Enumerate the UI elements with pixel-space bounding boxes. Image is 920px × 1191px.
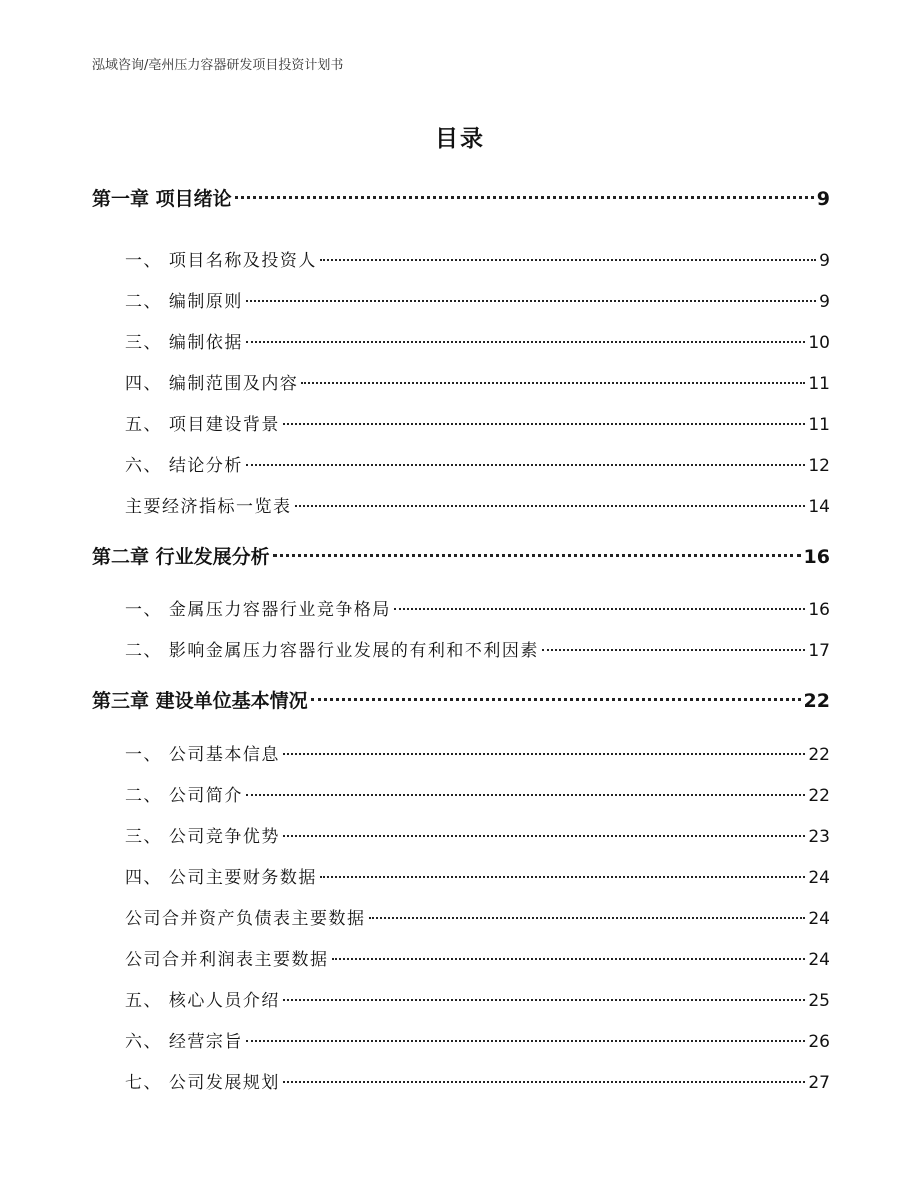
toc-entry-text: 三、 编制依据 xyxy=(125,333,243,353)
toc-entry-text: 公司合并利润表主要数据 xyxy=(125,950,329,970)
toc-entry[interactable] xyxy=(92,822,830,847)
toc-entry-text: 六、 经营宗旨 xyxy=(125,1032,243,1052)
toc-leader xyxy=(246,1040,805,1042)
toc-entry-text: 二、 公司简介 xyxy=(125,786,243,806)
toc-entry-text: 第一章 项目绪论 xyxy=(92,188,232,210)
toc-entry[interactable] xyxy=(92,246,830,271)
toc-entry-text: 二、 编制原则 xyxy=(125,292,243,312)
toc-page-number: 22 xyxy=(803,690,830,712)
toc-page-number: 25 xyxy=(808,991,830,1011)
page-title: 目录 xyxy=(435,126,485,152)
toc-entry-text: 第二章 行业发展分析 xyxy=(92,546,270,568)
toc-page-number: 9 xyxy=(816,188,830,210)
toc-leader xyxy=(283,835,805,837)
toc-page-number: 24 xyxy=(808,868,830,888)
toc-leader xyxy=(283,753,805,755)
toc-leader xyxy=(369,917,806,919)
toc-leader xyxy=(283,999,805,1001)
toc-page-number: 9 xyxy=(819,292,830,312)
toc-entry[interactable] xyxy=(92,287,830,312)
toc-page-number: 16 xyxy=(808,600,830,620)
toc-leader xyxy=(246,300,816,302)
toc-leader xyxy=(246,341,805,343)
toc-leader xyxy=(246,794,805,796)
toc-page-number: 17 xyxy=(808,641,830,661)
toc-page-number: 10 xyxy=(808,333,830,353)
toc-entry-text: 第三章 建设单位基本情况 xyxy=(92,690,308,712)
toc-entry-text: 一、 金属压力容器行业竞争格局 xyxy=(125,600,391,620)
toc-entry-text: 五、 核心人员介绍 xyxy=(125,991,280,1011)
toc-entry-text: 一、 项目名称及投资人 xyxy=(125,251,317,271)
toc-entry-text: 二、 影响金属压力容器行业发展的有利和不利因素 xyxy=(125,641,539,661)
toc-leader xyxy=(332,958,806,960)
toc-entry-text: 主要经济指标一览表 xyxy=(125,497,292,517)
running-header: 泓域咨询/亳州压力容器研发项目投资计划书 xyxy=(92,58,344,73)
toc-page-number: 26 xyxy=(808,1032,830,1052)
toc-entry[interactable] xyxy=(92,781,830,806)
toc-leader xyxy=(283,423,805,425)
toc-page-number: 24 xyxy=(808,909,830,929)
toc-entry-text: 三、 公司竞争优势 xyxy=(125,827,280,847)
toc-entry[interactable] xyxy=(92,945,830,970)
toc-leader xyxy=(320,259,816,261)
toc-entry-text: 七、 公司发展规划 xyxy=(125,1073,280,1093)
toc-page-number: 14 xyxy=(808,497,830,517)
toc-leader xyxy=(301,382,805,384)
toc-entry[interactable] xyxy=(92,740,830,765)
toc-chapter-1[interactable] xyxy=(92,184,830,211)
toc-leader xyxy=(394,608,805,610)
toc-entry-text: 五、 项目建设背景 xyxy=(125,415,280,435)
toc-entry[interactable] xyxy=(92,1068,830,1093)
toc-chapter-3[interactable] xyxy=(92,686,830,713)
toc-entry[interactable] xyxy=(92,410,830,435)
toc-page-number: 24 xyxy=(808,950,830,970)
toc-entry-text: 六、 结论分析 xyxy=(125,456,243,476)
toc-leader xyxy=(246,464,805,466)
toc-entry[interactable] xyxy=(92,1027,830,1052)
toc-entry[interactable] xyxy=(92,863,830,888)
toc-entry-text: 公司合并资产负债表主要数据 xyxy=(125,909,366,929)
toc-page-number: 27 xyxy=(808,1073,830,1093)
toc-entry[interactable] xyxy=(92,451,830,476)
toc-leader xyxy=(311,698,801,701)
toc-chapter-2[interactable] xyxy=(92,542,830,569)
toc-entry[interactable] xyxy=(92,904,830,929)
toc-page-number: 22 xyxy=(808,745,830,765)
toc-entry[interactable] xyxy=(92,595,830,620)
toc-leader xyxy=(542,649,805,651)
toc-page-number: 11 xyxy=(808,374,830,394)
toc-page-number: 9 xyxy=(819,251,830,271)
toc-page-number: 22 xyxy=(808,786,830,806)
toc-leader xyxy=(235,196,814,199)
toc-entry[interactable] xyxy=(92,328,830,353)
toc-entry[interactable] xyxy=(92,986,830,1011)
toc-entry[interactable] xyxy=(92,369,830,394)
toc-leader xyxy=(320,876,805,878)
toc-page-number: 11 xyxy=(808,415,830,435)
toc-page-number: 16 xyxy=(803,546,830,568)
toc-leader xyxy=(295,505,806,507)
toc-entry-text: 四、 公司主要财务数据 xyxy=(125,868,317,888)
toc-entry-text: 一、 公司基本信息 xyxy=(125,745,280,765)
toc-entry-text: 四、 编制范围及内容 xyxy=(125,374,299,394)
toc-page-number: 23 xyxy=(808,827,830,847)
toc-entry[interactable] xyxy=(92,492,830,517)
toc-leader xyxy=(283,1081,805,1083)
toc-page-number: 12 xyxy=(808,456,830,476)
toc-entry[interactable] xyxy=(92,636,830,661)
toc-leader xyxy=(273,554,801,557)
